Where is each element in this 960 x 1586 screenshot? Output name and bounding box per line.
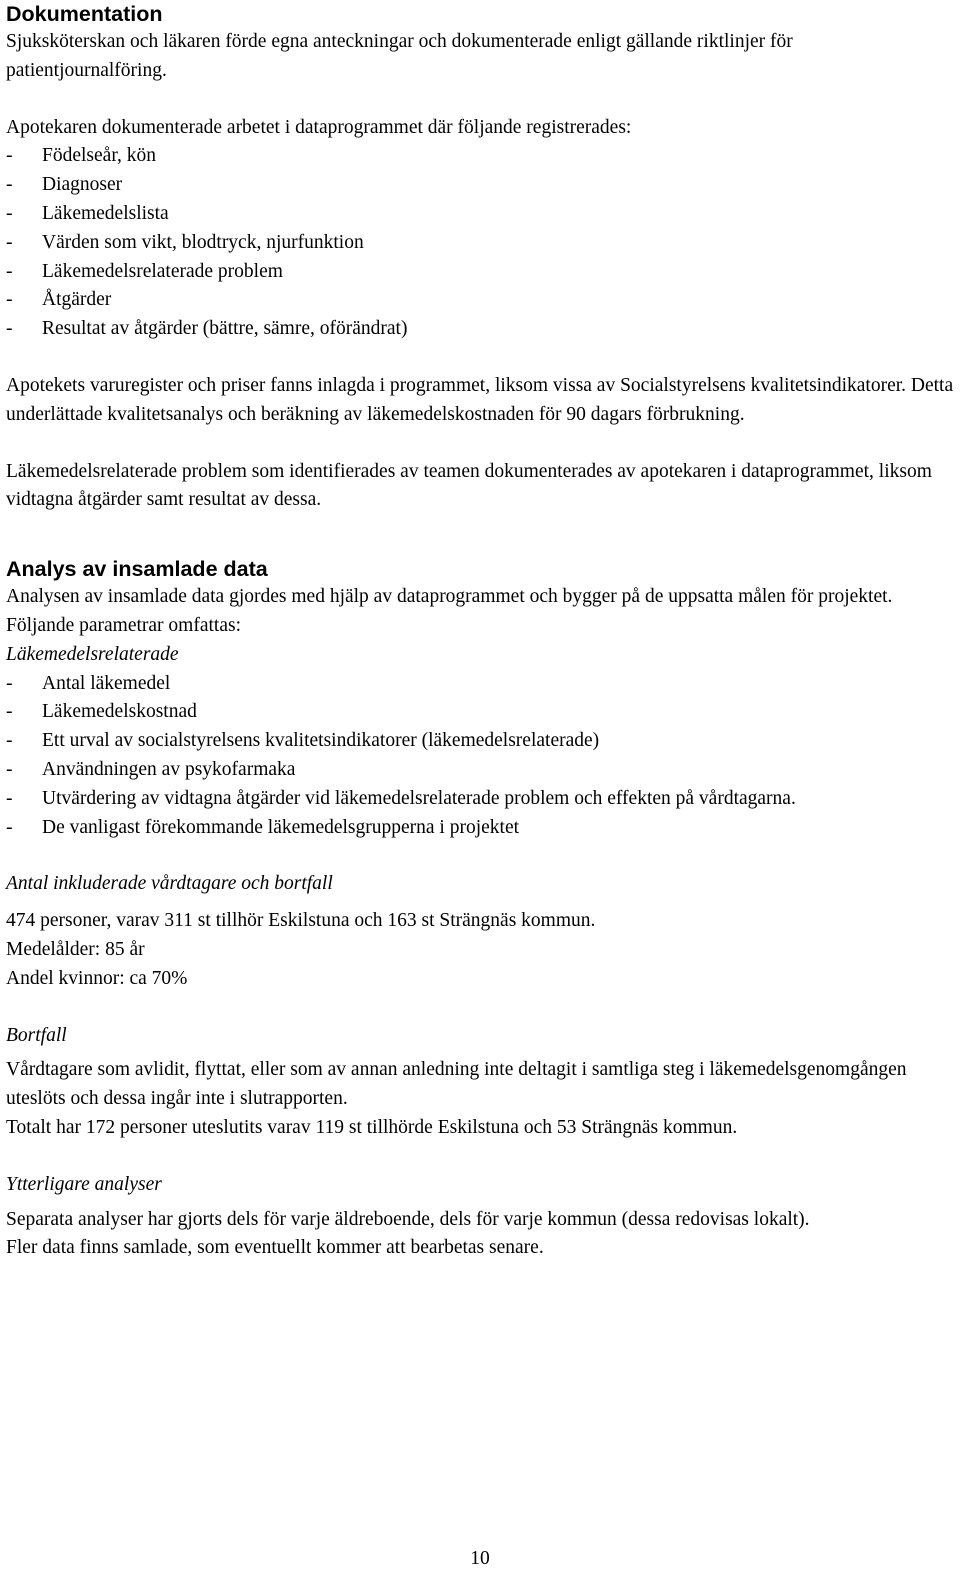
heading-dokumentation: Dokumentation bbox=[6, 2, 163, 26]
list-item bbox=[6, 258, 956, 287]
document-page bbox=[6, 0, 956, 1263]
subheading: Bortfall bbox=[6, 1024, 67, 1046]
list-dash: - bbox=[6, 701, 13, 723]
paragraph: Apotekets varuregister och priser fanns inlagda i programmet, liksom vissa av Socialstyrelsens kvalitetsindikatorer. Detta underlättade kvalitetsanalys och beräkning av läkemedelskostnaden för 90 dagars förbrukning. bbox=[6, 374, 954, 425]
paragraph: Läkemedelsrelaterade problem som identifierades av teamen dokumenterades av apotekaren i dataprogrammet, liksom vidtagna åtgärder samt resultat av dessa. bbox=[6, 460, 932, 511]
list-dash: - bbox=[6, 787, 13, 809]
list-item-text: Åtgärder bbox=[42, 289, 112, 311]
list-item-text: Diagnoser bbox=[42, 174, 123, 196]
subheading: Läkemedelsrelaterade bbox=[6, 643, 179, 665]
stat-line: Andel kvinnor: ca 70% bbox=[6, 967, 188, 989]
list-item-text: De vanligast förekommande läkemedelsgrupperna i projektet bbox=[42, 816, 520, 838]
list-item bbox=[6, 785, 956, 814]
list-item-text: Läkemedelsrelaterade problem bbox=[42, 260, 283, 282]
list-item bbox=[6, 315, 956, 344]
page-number: 10 bbox=[470, 1548, 490, 1569]
list-item-text: Ett urval av socialstyrelsens kvalitetsindikatorer (läkemedelsrelaterade) bbox=[42, 730, 600, 752]
list-dash: - bbox=[6, 231, 13, 253]
list-item bbox=[6, 670, 956, 699]
list-item-text: Utvärdering av vidtagna åtgärder vid läkemedelsrelaterade problem och effekten på vårdtagarna. bbox=[42, 787, 796, 809]
list-item bbox=[6, 171, 956, 200]
paragraph: Totalt har 172 personer uteslutits varav 119 st tillhörde Eskilstuna och 53 Strängnäs kommun. bbox=[6, 1116, 738, 1138]
list-item bbox=[6, 229, 956, 258]
subheading: Ytterligare analyser bbox=[6, 1173, 162, 1195]
paragraph: Sjuksköterskan och läkaren förde egna anteckningar och dokumenterade enligt gällande riktlinjer för patientjournalföring. bbox=[6, 31, 793, 81]
list-item-text: Resultat av åtgärder (bättre, sämre, oförändrat) bbox=[42, 318, 408, 340]
list-item-text: Användningen av psykofarmaka bbox=[42, 758, 296, 780]
list-dash: - bbox=[6, 174, 13, 196]
list-item bbox=[6, 756, 956, 785]
list-dash: - bbox=[6, 318, 13, 340]
paragraph: Separata analyser har gjorts dels för varje äldreboende, dels för varje kommun (dessa redovisas lokalt). bbox=[6, 1208, 810, 1230]
subheading: Antal inkluderade vårdtagare och bortfall bbox=[6, 873, 333, 895]
list-item bbox=[6, 698, 956, 727]
registered-list bbox=[6, 142, 956, 344]
list-dash: - bbox=[6, 816, 13, 838]
stat-line: 474 personer, varav 311 st tillhör Eskilstuna och 163 st Strängnäs kommun. bbox=[6, 910, 596, 932]
parameter-list bbox=[6, 670, 956, 843]
paragraph: Apotekaren dokumenterade arbetet i dataprogrammet där följande registrerades: bbox=[6, 116, 632, 138]
paragraph: Analysen av insamlade data gjordes med hjälp av dataprogrammet och bygger på de uppsatta målen för projektet. Följande parametrar omfattas: bbox=[6, 586, 893, 636]
list-dash: - bbox=[6, 145, 13, 167]
list-dash: - bbox=[6, 672, 13, 694]
paragraph: Vårdtagare som avlidit, flyttat, eller som av annan anledning inte deltagit i samtliga steg i läkemedelsgenomgången uteslöts och dessa ingår inte i slutrapporten. bbox=[6, 1059, 907, 1110]
list-item bbox=[6, 286, 956, 315]
stat-line: Medelålder: 85 år bbox=[6, 938, 145, 960]
list-item bbox=[6, 142, 956, 171]
list-item-text: Läkemedelskostnad bbox=[42, 701, 197, 723]
list-dash: - bbox=[6, 730, 13, 752]
list-item-text: Läkemedelslista bbox=[42, 202, 169, 224]
list-dash: - bbox=[6, 289, 13, 311]
paragraph: Fler data finns samlade, som eventuellt kommer att bearbetas senare. bbox=[6, 1237, 544, 1259]
list-item-text: Antal läkemedel bbox=[42, 672, 171, 694]
list-item-text: Födelseår, kön bbox=[42, 145, 157, 167]
list-item bbox=[6, 727, 956, 756]
heading-analys: Analys av insamlade data bbox=[6, 557, 268, 582]
list-item bbox=[6, 814, 956, 843]
list-dash: - bbox=[6, 758, 13, 780]
list-item-text: Värden som vikt, blodtryck, njurfunktion bbox=[42, 231, 364, 253]
list-dash: - bbox=[6, 260, 13, 282]
list-item bbox=[6, 200, 956, 229]
list-dash: - bbox=[6, 202, 13, 224]
